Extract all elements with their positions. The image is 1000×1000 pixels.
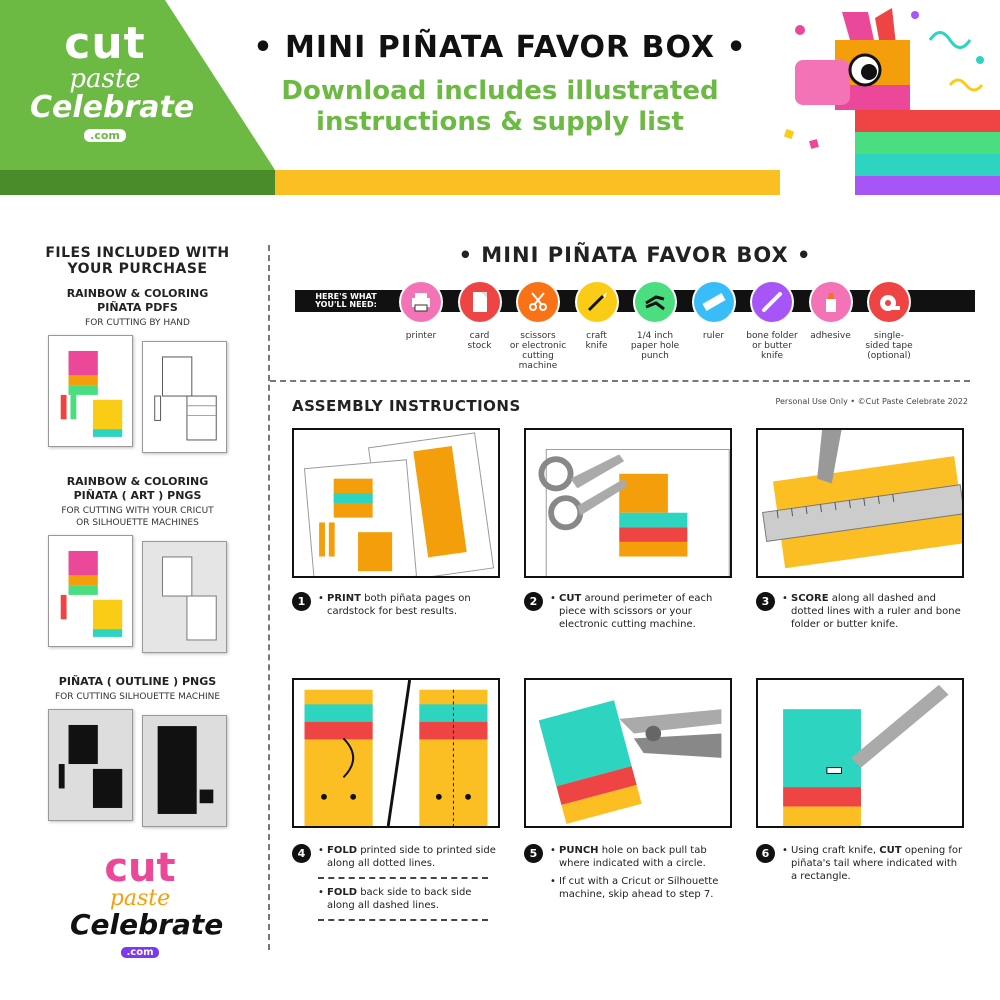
supply-name-line-1: card bbox=[469, 331, 490, 341]
hole-punch-icon bbox=[642, 289, 668, 315]
step-3-illustration bbox=[756, 428, 964, 578]
supply-name-line-1: printer bbox=[405, 331, 437, 341]
supply-name-line-1: bone folder bbox=[746, 331, 798, 341]
step-verb-2: FOLD bbox=[327, 887, 358, 898]
supply-name-line-1: 1/4 inch bbox=[636, 331, 674, 341]
file-set-desc: FOR CUTTING BY HAND bbox=[85, 318, 190, 328]
file-set-desc: FOR CUTTING SILHOUETTE MACHINE bbox=[54, 692, 221, 702]
logo-dotcom: .com bbox=[121, 947, 158, 958]
file-thumbnails bbox=[30, 535, 245, 665]
step-verb: CUT bbox=[559, 593, 582, 604]
sidebar-heading bbox=[30, 245, 245, 277]
logo-dotcom: .com bbox=[84, 129, 126, 142]
step-description: hole on back pull tab where indicated with a circle. bbox=[559, 845, 707, 869]
file-set-title: PIÑATA ( OUTLINE ) PNGS bbox=[58, 675, 217, 688]
supply-name-line-2: paper hole bbox=[630, 341, 680, 351]
step-number: 6 bbox=[756, 844, 775, 863]
step-2-illustration bbox=[524, 428, 732, 578]
supply-name-line-3: knife bbox=[760, 351, 784, 361]
bone-folder-icon bbox=[759, 289, 785, 315]
step-number: 5 bbox=[524, 844, 543, 863]
logo-celebrate: Celebrate bbox=[70, 908, 224, 941]
supply-name-line-2: or electronic bbox=[509, 341, 567, 351]
step-4 bbox=[292, 844, 502, 928]
step-verb: SCORE bbox=[791, 593, 829, 604]
pinata-llama-illustration bbox=[780, 0, 1000, 195]
step-5-illustration bbox=[524, 678, 732, 828]
sidebar-heading-line-1: FILES INCLUDED WITH bbox=[45, 245, 230, 261]
dashed-rule bbox=[318, 919, 488, 921]
supply-icon-circle bbox=[399, 280, 443, 324]
step-1-illustration bbox=[292, 428, 500, 578]
band-label-line-1: HERE'S WHAT bbox=[315, 292, 377, 301]
supply-name-line-1: adhesive bbox=[810, 331, 851, 341]
supply-icon-circle bbox=[516, 280, 560, 324]
card-stock-icon bbox=[467, 289, 493, 315]
logo-celebrate: Celebrate bbox=[30, 90, 195, 125]
file-set-title bbox=[30, 287, 245, 315]
step-description: opening for piñata's tail where indicated with a rectangle. bbox=[791, 845, 963, 882]
step-6-illustration bbox=[756, 678, 964, 828]
supply-icon-circle bbox=[809, 280, 853, 324]
rainbow-png-thumbnail[interactable] bbox=[48, 535, 133, 647]
coloring-pdf-thumbnail[interactable] bbox=[142, 341, 227, 453]
file-set-title-line-1: RAINBOW & COLORING bbox=[66, 287, 209, 300]
logo-paste: paste bbox=[109, 886, 171, 911]
step-description-2: back side to back side along all dashed lines. bbox=[327, 887, 472, 911]
subtitle-line-1: Download includes illustrated bbox=[281, 76, 719, 106]
file-set-title-line-1: RAINBOW & COLORING bbox=[66, 475, 209, 488]
supply-name-line-3: (optional) bbox=[867, 351, 911, 361]
coloring-png-thumbnail[interactable] bbox=[142, 541, 227, 653]
craft-knife-icon bbox=[584, 289, 610, 315]
file-set-outline-pngs bbox=[30, 675, 245, 839]
printer-icon bbox=[408, 289, 434, 315]
supply-name-line-2: sided tape bbox=[865, 341, 913, 351]
step-text bbox=[550, 592, 734, 631]
supply-icon-circle bbox=[867, 280, 911, 324]
supply-name-line-1: scissors bbox=[520, 331, 556, 341]
step-verb: FOLD bbox=[327, 845, 358, 856]
step-description: along all dashed and dotted lines with a ruler and bone folder or butter knife. bbox=[791, 593, 961, 630]
logo-cut: cut bbox=[64, 18, 146, 69]
glue-bottle-icon bbox=[818, 289, 844, 315]
file-thumbnails bbox=[30, 709, 245, 839]
step-verb: PRINT bbox=[327, 593, 361, 604]
brand-logo-footer[interactable] bbox=[70, 845, 224, 959]
files-sidebar bbox=[30, 245, 245, 849]
step-text bbox=[318, 592, 502, 618]
tape-icon bbox=[876, 289, 902, 315]
sidebar-heading-line-2: YOUR PURCHASE bbox=[67, 261, 208, 277]
file-set-desc bbox=[30, 505, 245, 529]
step-number: 2 bbox=[524, 592, 543, 611]
step-number: 3 bbox=[756, 592, 775, 611]
supply-item bbox=[853, 280, 925, 361]
step-6 bbox=[756, 844, 966, 883]
supply-icon-circle bbox=[575, 280, 619, 324]
header-banner bbox=[0, 0, 1000, 195]
page-title: • MINI PIÑATA FAVOR BOX • bbox=[253, 30, 747, 65]
header-dark-strip bbox=[0, 170, 275, 195]
logo-cut: cut bbox=[104, 845, 176, 891]
step-number: 1 bbox=[292, 592, 311, 611]
file-thumbnails bbox=[30, 335, 245, 465]
step-5 bbox=[524, 844, 734, 901]
file-set-desc-line-2: OR SILHOUETTE MACHINES bbox=[76, 518, 199, 528]
copyright-note: Personal Use Only • ©Cut Paste Celebrate 2022 bbox=[775, 397, 968, 406]
supplies-band-label bbox=[313, 293, 379, 309]
step-description: both piñata pages on cardstock for best results. bbox=[327, 593, 471, 617]
ruler-icon bbox=[701, 289, 727, 315]
step-text bbox=[318, 844, 502, 870]
step-number: 4 bbox=[292, 844, 311, 863]
supply-name-line-2: knife bbox=[585, 341, 608, 351]
step-text bbox=[782, 592, 966, 631]
step-verb: CUT bbox=[879, 845, 902, 856]
step-4-illustration bbox=[292, 678, 500, 828]
logo-paste: paste bbox=[69, 64, 141, 94]
outline-png-thumbnail-2[interactable] bbox=[142, 715, 227, 827]
step-1 bbox=[292, 592, 502, 618]
supply-name-line-1: craft bbox=[586, 331, 607, 341]
assembly-title: ASSEMBLY INSTRUCTIONS bbox=[292, 397, 521, 415]
file-set-title bbox=[30, 475, 245, 503]
horizontal-divider bbox=[270, 380, 970, 382]
vertical-divider bbox=[268, 245, 270, 950]
step-2 bbox=[524, 592, 734, 631]
file-set-pdfs bbox=[30, 287, 245, 465]
step-description: around perimeter of each piece with scissors or your electronic cutting machine. bbox=[559, 593, 713, 630]
supply-icon-circle bbox=[750, 280, 794, 324]
supply-icon-circle bbox=[692, 280, 736, 324]
outline-png-thumbnail[interactable] bbox=[48, 709, 133, 821]
brand-logo[interactable] bbox=[30, 18, 195, 143]
step-text-2 bbox=[318, 886, 502, 912]
dotted-rule bbox=[318, 877, 488, 879]
supply-name-line-2: or butter bbox=[752, 341, 792, 351]
supply-icon-circle bbox=[458, 280, 502, 324]
file-set-title-line-2: PIÑATA ( ART ) PNGS bbox=[73, 489, 202, 502]
step-verb: PUNCH bbox=[559, 845, 599, 856]
step-description: printed side to printed side along all dotted lines. bbox=[327, 845, 496, 869]
page-subtitle bbox=[240, 76, 760, 138]
supply-name-line-1: ruler bbox=[702, 331, 725, 341]
step-text bbox=[782, 844, 966, 883]
supply-name bbox=[853, 331, 925, 361]
step-note: • If cut with a Cricut or Silhouette machine, skip ahead to step 7. bbox=[550, 875, 734, 901]
file-set-title-line-2: PIÑATA PDFS bbox=[97, 301, 178, 314]
file-set-desc-line-1: FOR CUTTING WITH YOUR CRICUT bbox=[61, 506, 214, 516]
step-prefix: Using craft knife, bbox=[791, 845, 880, 856]
subtitle-line-2: instructions & supply list bbox=[316, 107, 684, 137]
rainbow-pdf-thumbnail[interactable] bbox=[48, 335, 133, 447]
band-label-line-2: YOU'LL NEED: bbox=[315, 300, 377, 309]
step-text bbox=[550, 844, 734, 870]
supplies-title: • MINI PIÑATA FAVOR BOX • bbox=[458, 243, 812, 267]
supply-name-line-1: single- bbox=[874, 331, 904, 341]
supply-name-line-2: stock bbox=[467, 341, 492, 351]
supply-name-line-3: cutting machine bbox=[518, 351, 558, 371]
supply-icon-circle bbox=[633, 280, 677, 324]
step-3 bbox=[756, 592, 966, 631]
file-set-art-pngs bbox=[30, 475, 245, 665]
scissors-icon bbox=[525, 289, 551, 315]
supply-name-line-3: punch bbox=[641, 351, 669, 361]
